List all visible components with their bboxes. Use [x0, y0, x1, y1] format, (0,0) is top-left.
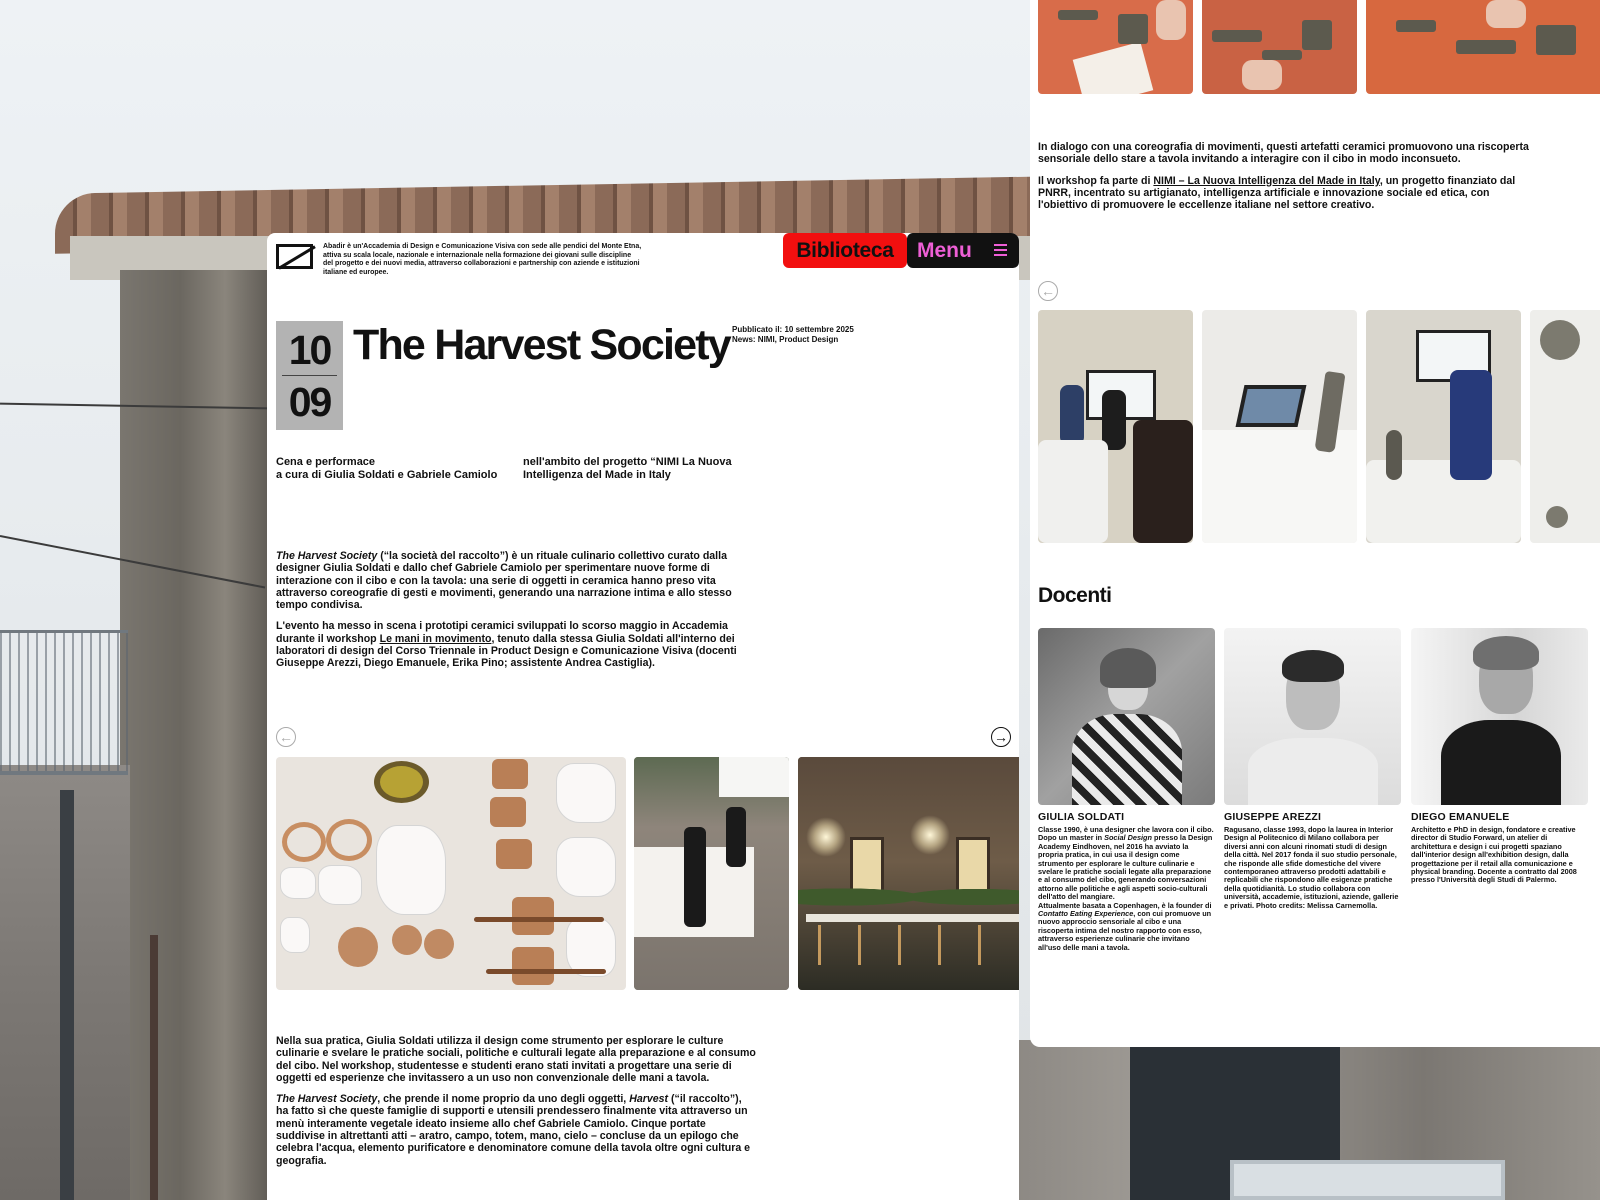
date-month: 09 [288, 379, 331, 425]
teacher-name: GIULIA SOLDATI [1038, 811, 1125, 823]
workshop-text [1038, 141, 1538, 220]
article-meta [732, 325, 854, 344]
article-card [267, 233, 1019, 1200]
site-intro: Abadir è un'Accademia di Design e Comunicazione Visiva con sede alle pendici del Monte Etna, attiva su scala locale, nazionale e internazionale nella formazione dei giovani sulle discipline del progetto e dei nuovi media, attraverso collaborazioni e partnership con aziende e istituzioni italiane ed europee. [323, 243, 642, 276]
date-day: 10 [288, 327, 331, 373]
workshop-photo[interactable] [1038, 0, 1193, 94]
paragraph: The Harvest Society, che prende il nome proprio da uno degli oggetti, Harvest (“il raccolto”), ha fatto sì che queste famiglie di supporti e utensili prendessero finalmente vita attraverso un menù interamente vegetale ideato insieme allo chef Gabriele Camiolo. Cinque portate suddivise in altrettanti atti – aratro, campo, totem, mano, cielo – concluse da un epilogo che celebra l'acqua, elemento purificatore e denominatore comune della tavola oltre ogni cultura e geografia. [276, 1093, 751, 1167]
workshop-photo[interactable] [1202, 0, 1357, 94]
docenti-heading: Docenti [1038, 584, 1112, 607]
hamburger-icon [994, 244, 1007, 256]
portrait-giuseppe-arezzi[interactable] [1224, 628, 1401, 805]
abadir-logo[interactable] [276, 244, 313, 269]
page-title: The Harvest Society [353, 321, 730, 369]
gallery-photo-night-dinner[interactable] [798, 757, 1019, 990]
paragraph: Nella sua pratica, Giulia Soldati utilizza il design come strumento per esplorare le culture culinarie e svelare le pratiche sociali, politiche e culturali legate alla preparazione e al consumo del cibo. Nel workshop, studentesse e studenti erano stati invitati a progettare una serie di oggetti ed esperienze che invitassero a un uso non convenzionale delle mani a tavola. [276, 1035, 756, 1084]
classroom-photo[interactable] [1038, 310, 1193, 543]
paragraph: The Harvest Society (“la società del raccolto”) è un rituale culinario collettivo curato dalla designer Giulia Soldati e dallo chef Gabriele Camiolo per sperimentare nuove forme di interazione con il cibo e con la tavola: una serie di oggetti in ceramica hanno preso vita attraverso coreografie di gesti e movimenti, generando una narrazione intima e allo stesso tempo condivisa. [276, 550, 732, 612]
balcony-railing [0, 630, 128, 775]
teacher-name: DIEGO EMANUELE [1411, 811, 1510, 823]
stone-wall [120, 270, 270, 1200]
paragraph: Il workshop fa parte di NIMI – La Nuova Intelligenza del Made in Italy, un progetto finanziato dal PNRR, incentrato su artigianato, intelligenza artificiale e innovazione sociale ed etica, con l'obiettivo di promuovere le eccellenze italiane nel settore creativo. [1038, 174, 1516, 212]
news-tags[interactable]: News: NIMI, Product Design [732, 334, 839, 344]
teacher-bio: Ragusano, classe 1993, dopo la laurea in Interior Design al Politecnico di Milano collabora per diversi anni con alcuni rinomati studi di design della città. Nel 2017 fonda il suo studio personale, che risponde alle sfide domestiche del vivere contemporaneo attraverso prodotti adattabili e replicabili che rispondono alle esigenze pratiche della quotidianità. Lo studio collabora con università, accademie, istituzioni, aziende, gallerie e privati. Photo credits: Melissa Carnemolla. [1224, 825, 1399, 910]
menu-label: Menu [917, 238, 972, 262]
ceramics-photo[interactable] [1202, 310, 1357, 543]
workshop-photo[interactable] [1366, 0, 1600, 94]
gallery-photo-table-setup[interactable] [634, 757, 789, 990]
article-body [276, 550, 756, 679]
article-body-continued [276, 1035, 756, 1176]
arrow-left-icon[interactable]: ← [276, 727, 296, 747]
menu-button[interactable] [907, 233, 1019, 268]
drain-pipe [60, 790, 74, 1200]
biblioteca-button[interactable]: Biblioteca [783, 233, 907, 268]
exhibition-photo[interactable] [1366, 310, 1521, 543]
paragraph: L'evento ha messo in scena i prototipi ceramici sviluppati lo scorso maggio in Accademia durante il workshop Le mani in movimento, tenuto dalla stessa Giulia Soldati all'interno dei laboratori di design del Corso Triennale in Product Design e Comunicazione Visiva (docenti Giuseppe Arezzi, Diego Emanuele, Erika Pino; assistente Andrea Castiglia). [276, 620, 737, 670]
published-date: Pubblicato il: 10 settembre 2025 [732, 325, 854, 334]
portrait-giulia-soldati[interactable] [1038, 628, 1215, 805]
arrow-left-icon[interactable]: ← [1038, 281, 1058, 301]
date-divider [282, 375, 337, 376]
nimi-link[interactable]: NIMI – La Nuova Intelligenza del Made in Italy [1153, 174, 1380, 187]
date-badge [276, 321, 343, 430]
subtitle-line: Cena e performace [276, 456, 376, 468]
wooden-pole [150, 935, 158, 1200]
teacher-name: GIUSEPPE AREZZI [1224, 811, 1322, 823]
window-frame [1230, 1160, 1505, 1200]
teacher-bio: Architetto e PhD in design, fondatore e creative director di Studio Forward, un atelier di architettura e design i cui progetti spaziano dall'interior design all'exhibition design, dalla progettazione per il retail alla comunicazione e physical branding. Docente a contratto dal 2008 presso l'Università degli Studi di Palermo. [1411, 825, 1577, 885]
gallery-photo-tableware[interactable] [276, 757, 626, 990]
paragraph: In dialogo con una coreografia di movimenti, questi artefatti ceramici promuovono una riscoperta sensoriale dello stare a tavola invitando a interagire con il cibo in modo inconsueto. [1038, 141, 1529, 166]
sculpture-photo[interactable] [1530, 310, 1600, 543]
arrow-right-icon[interactable]: → [991, 727, 1011, 747]
workshop-card [1030, 0, 1600, 1047]
subtitle-line: a cura di Giulia Soldati e Gabriele Camiolo [276, 468, 498, 481]
portrait-diego-emanuele[interactable] [1411, 628, 1588, 805]
teacher-bio: Classe 1990, è una designer che lavora con il cibo. Dopo un master in Social Design presso la Design Academy Eindhoven, nel 2016 ha avviato la propria pratica, in cui usa il design come strumento per esplorare le culture culinarie e svelare le pratiche sociali legate alla preparazione e al consumo del cibo, generando conversazioni attorno alle politiche e agli aspetti socio-culturali dell'atto del mangiare. Attualmente basata a Copenhagen, è la founder di Contatto Eating Experience, con cui promuove un nuovo approccio sensoriale al cibo e una riscoperta intima del nostro rapporto con esso, attraverso esperienze culinarie che invitano all'uso delle mani a tavola. [1038, 825, 1214, 952]
subtitle-left [276, 456, 506, 481]
subtitle-right: nell'ambito del progetto “NIMI La Nuova Intelligenza del Made in Italy [523, 456, 732, 481]
workshop-link[interactable]: Le mani in movimento [379, 632, 492, 645]
